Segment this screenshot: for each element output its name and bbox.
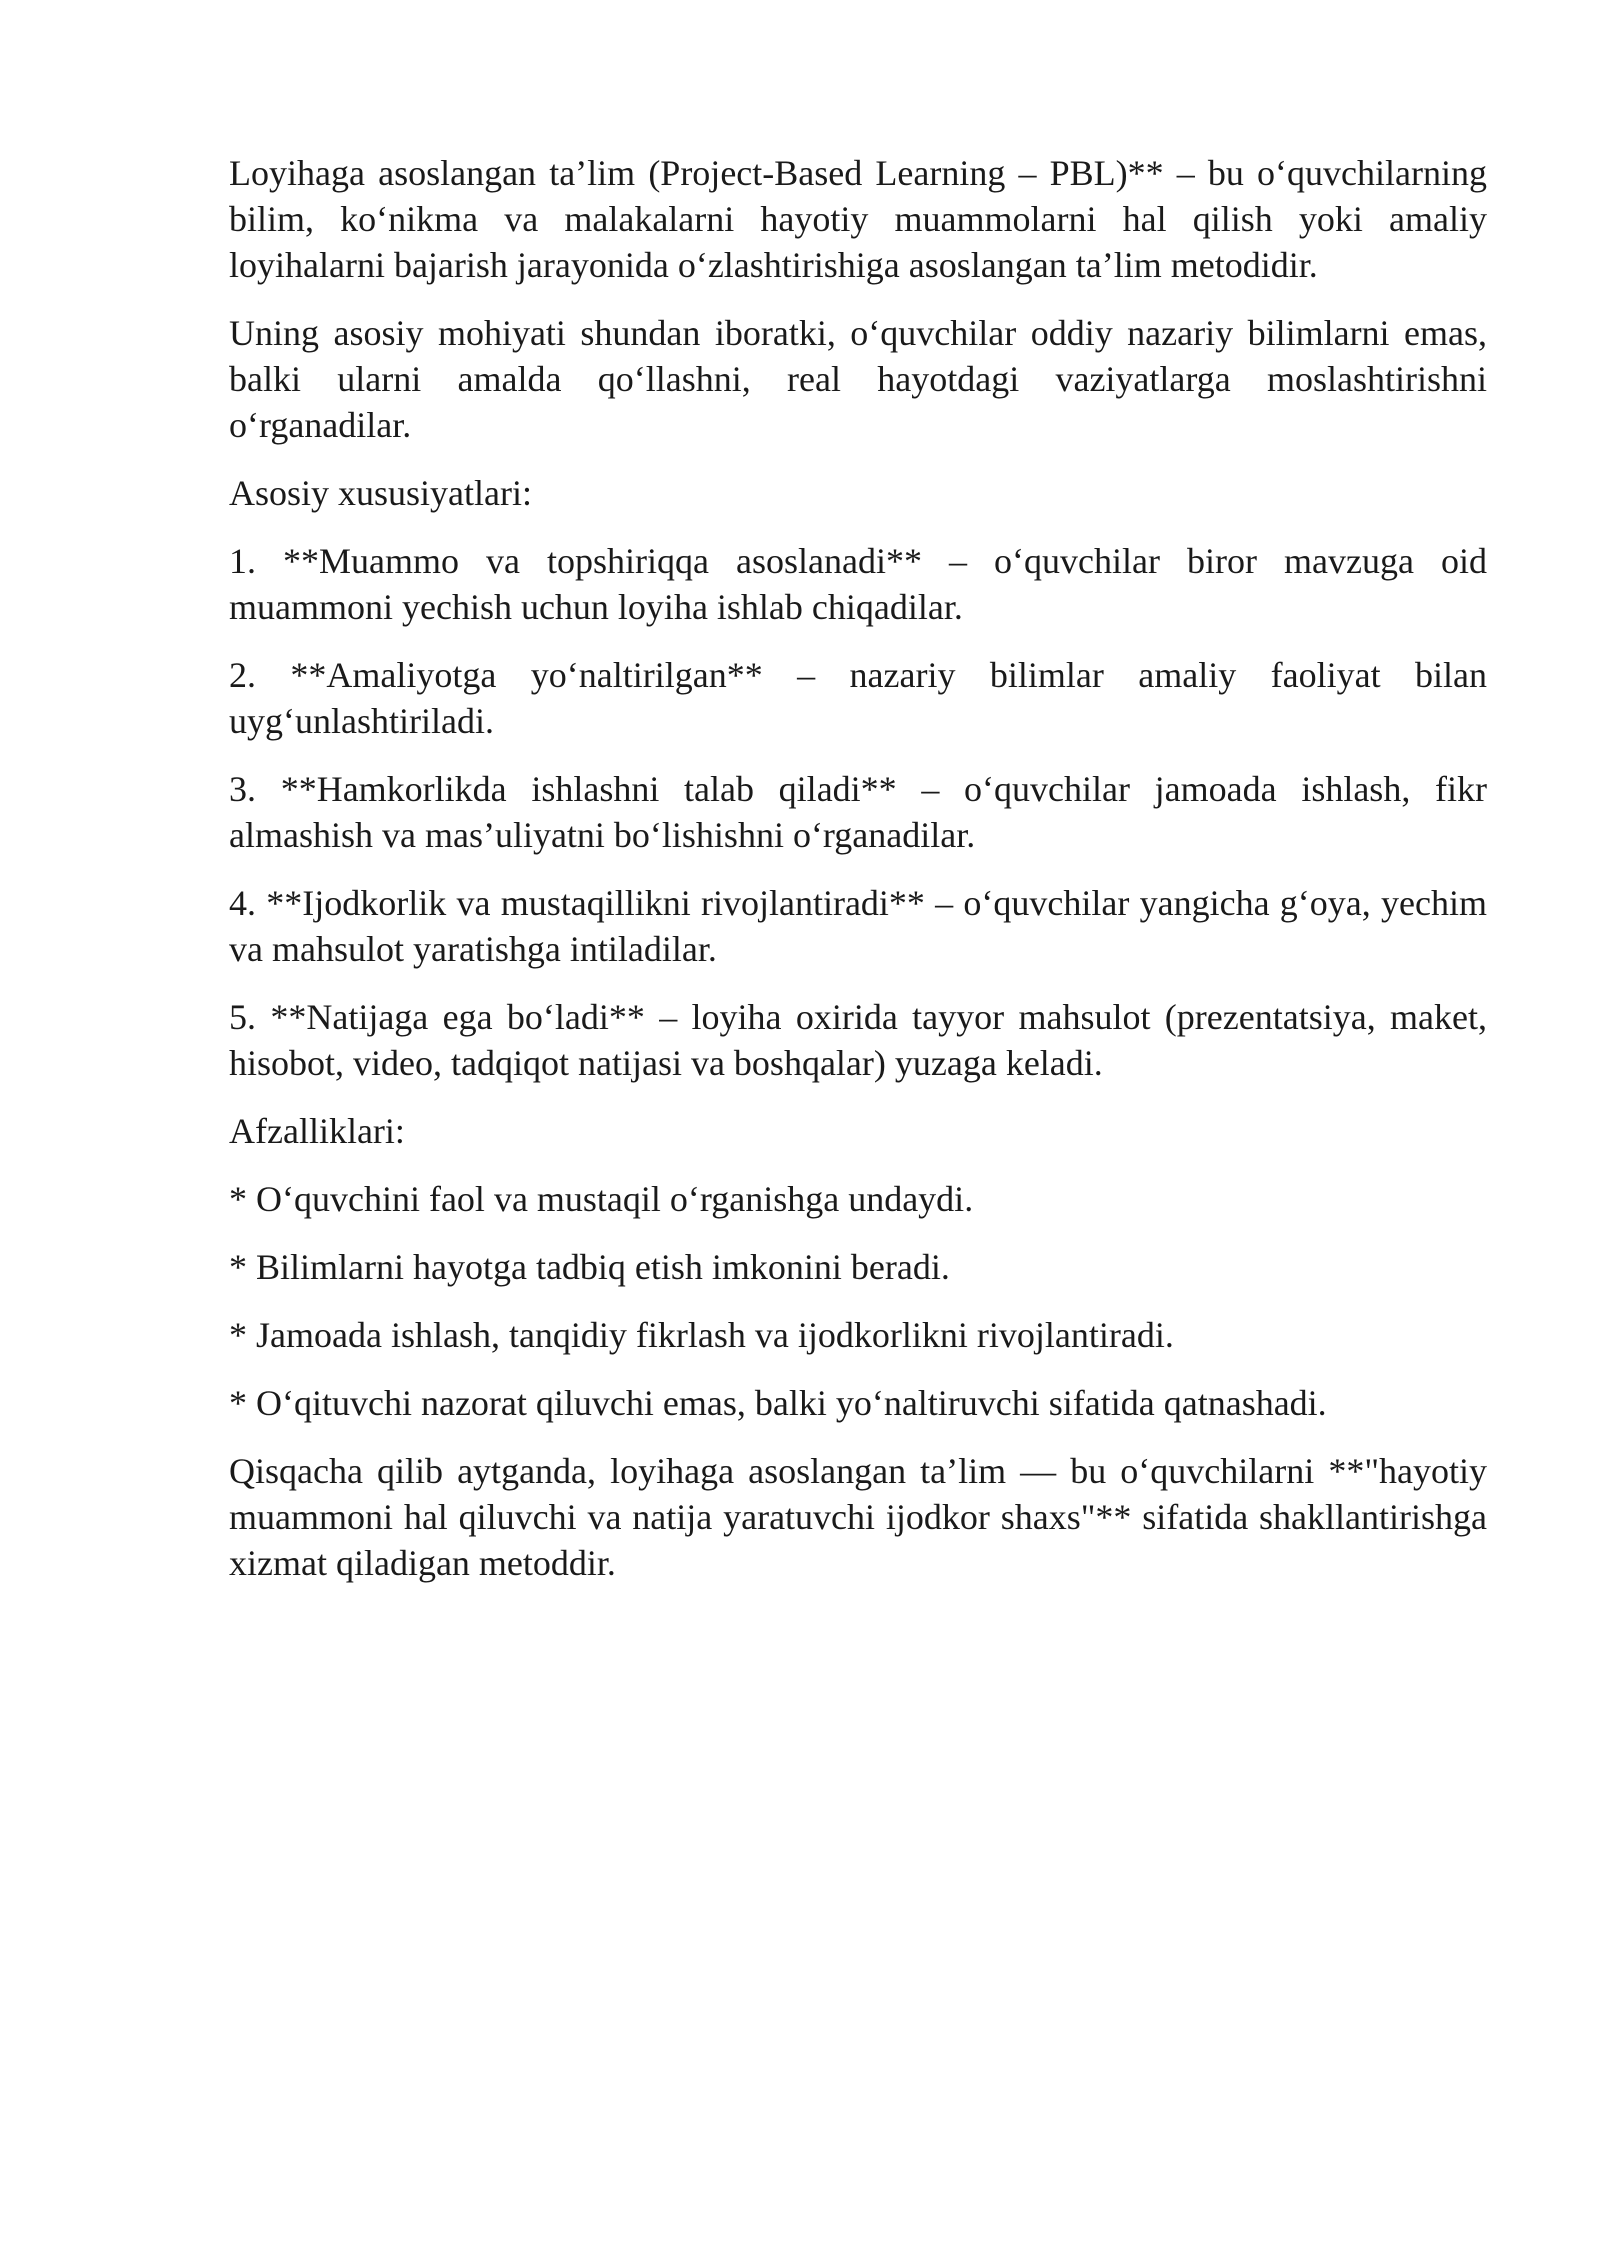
feature-item-1: 1. **Muammo va topshiriqqa asoslanadi** – o‘quvchilar biror mavzuga oid muammoni yechish uchun loyiha ishlab chiqadilar.: [229, 541, 1487, 627]
advantage-item-4: * O‘qituvchi nazorat qiluvchi emas, balki yo‘naltiruvchi sifatida qatnashadi.: [229, 1383, 1327, 1423]
document-body: [229, 150, 1487, 1608]
essence-paragraph: Uning asosiy mohiyati shundan iboratki, o‘quvchilar oddiy nazariy bilimlarni emas, balki ularni amalda qo‘llashni, real hayotdagi vaziyatlarga moslashtirishni o‘rganadilar.: [229, 313, 1487, 445]
feature-item-4: 4. **Ijodkorlik va mustaqillikni rivojlantiradi** – o‘quvchilar yangicha g‘oya, yechim va mahsulot yaratishga intiladilar.: [229, 883, 1487, 969]
intro-paragraph: Loyihaga asoslangan ta’lim (Project-Based Learning – PBL)** – bu o‘quvchilarning bilim, ko‘nikma va malakalarni hayotiy muammolarni hal qilish yoki amaliy loyihalarni bajarish jarayonida o‘zlashtirishiga asoslangan ta’lim metodidir.: [229, 153, 1487, 285]
feature-item-2: 2. **Amaliyotga yo‘naltirilgan** – nazariy bilimlar amaliy faoliyat bilan uyg‘unlashtiriladi.: [229, 655, 1487, 741]
advantage-item-3: * Jamoada ishlash, tanqidiy fikrlash va ijodkorlikni rivojlantiradi.: [229, 1315, 1174, 1355]
conclusion-paragraph: Qisqacha qilib aytganda, loyihaga asoslangan ta’lim — bu o‘quvchilarni **"hayotiy muammoni hal qiluvchi va natija yaratuvchi ijodkor shaxs"** sifatida shakllantirishga xizmat qiladigan metoddir.: [229, 1451, 1487, 1583]
feature-item-3: 3. **Hamkorlikda ishlashni talab qiladi** – o‘quvchilar jamoada ishlash, fikr almashish va mas’uliyatni bo‘lishishni o‘rganadilar.: [229, 769, 1487, 855]
feature-item-5: 5. **Natijaga ega bo‘ladi** – loyiha oxirida tayyor mahsulot (prezentatsiya, maket, hisobot, video, tadqiqot natijasi va boshqalar) yuzaga keladi.: [229, 997, 1487, 1083]
advantage-item-1: * O‘quvchini faol va mustaqil o‘rganishga undaydi.: [229, 1179, 974, 1219]
advantages-heading: Afzalliklari:: [229, 1111, 405, 1151]
advantage-item-2: * Bilimlarni hayotga tadbiq etish imkonini beradi.: [229, 1247, 950, 1287]
features-heading: Asosiy xususiyatlari:: [229, 473, 532, 513]
